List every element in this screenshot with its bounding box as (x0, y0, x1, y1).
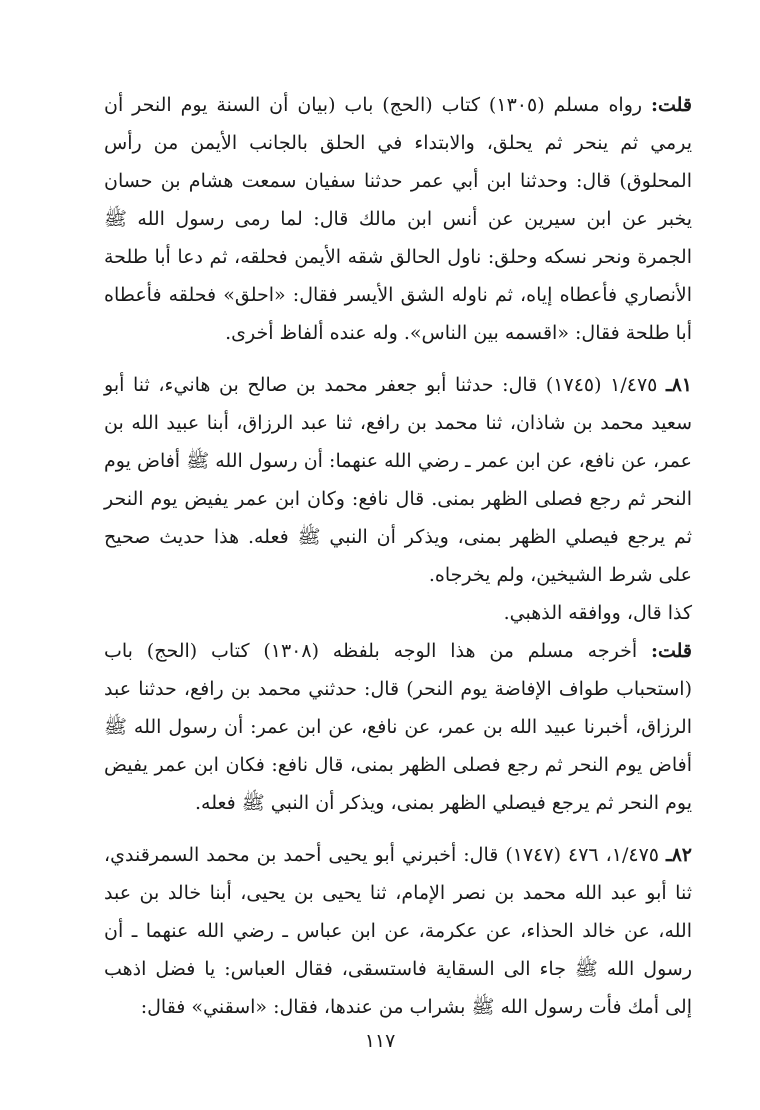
page-number: ١١٧ (364, 1030, 396, 1052)
paragraph-commentary-1 (104, 86, 692, 352)
paragraph-label: قلت: (650, 94, 692, 116)
paragraph-text: ١/٤٧٥، ٤٧٦ (١٧٤٧) قال: أخبرني أبو يحيى أحمد بن محمد السمرقندي، ثنا أبو عبد الله محمد بن نصر الإمام، ثنا يحيى بن يحيى، أبنا خالد بن عبد الله، عن خالد الحذاء، عن عكرمة، عن ابن عباس ـ رضي الله عنهما ـ أن رسول الله ﷺ جاء الى السقاية فاستسقى، فقال العباس: يا فضل اذهب إلى أمك فأت رسول الله ﷺ بشراب من عندها، فقال: «اسقني» فقال: (104, 844, 692, 1018)
paragraph-commentary-2 (104, 632, 692, 822)
paragraph-text: رواه مسلم (١٣٠٥) كتاب (الحج) باب (بيان أن السنة يوم النحر أن يرمي ثم ينحر ثم يحلق، والابتداء في الحلق بالجانب الأيمن من رأس المحلوق) قال: وحدثنا ابن أبي عمر حدثنا سفيان سمعت هشام بن حسان يخبر عن ابن سيرين عن أنس ابن مالك قال: لما رمى رسول الله ﷺ الجمرة ونحر نسكه وحلق: ناول الحالق شقه الأيمن فحلقه، ثم دعا أبا طلحة الأنصاري فأعطاه إياه، ثم ناوله الشق الأيسر فقال: «احلق» فحلقه فأعطاه أبا طلحة فقال: «اقسمه بين الناس». وله عنده ألفاظ أخرى. (104, 94, 692, 344)
paragraph-text: ١/٤٧٥ (١٧٤٥) قال: حدثنا أبو جعفر محمد بن صالح بن هانيء، ثنا أبو سعيد محمد بن شاذان، ثنا محمد بن رافع، ثنا عبد الرزاق، أبنا عبيد الله بن عمر، عن نافع، عن ابن عمر ـ رضي الله عنهما: أن رسول الله ﷺ أفاض يوم النحر ثم رجع فصلى الظهر بمنى. قال نافع: وكان ابن عمر يفيض يوم النحر ثم يرجع فيصلي الظهر بمنى، ويذكر أن النبي ﷺ فعله. هذا حديث صحيح على شرط الشيخين، ولم يخرجاه. (104, 374, 692, 586)
hadith-number: ٨٢ـ (666, 844, 693, 866)
paragraph-label: قلت: (650, 640, 692, 662)
paragraph-note (104, 594, 692, 632)
paragraph-hadith-82 (104, 836, 692, 1026)
paragraph-text: أخرجه مسلم من هذا الوجه بلفظه (١٣٠٨) كتاب (الحج) باب (استحباب طواف الإفاضة يوم النحر) قال: حدثني محمد بن رافع، حدثنا عبد الرزاق، أخبرنا عبيد الله بن عمر، عن نافع، عن ابن عمر: أن رسول الله ﷺ أفاض يوم النحر ثم رجع فصلى الظهر بمنى، قال نافع: فكان ابن عمر يفيض يوم النحر ثم يرجع فيصلي الظهر بمنى، ويذكر أن النبي ﷺ فعله. (104, 640, 693, 814)
paragraph-text: كذا قال، ووافقه الذهبي. (503, 602, 692, 624)
page-body (104, 86, 692, 1026)
hadith-number: ٨١ـ (666, 374, 692, 396)
paragraph-hadith-81 (104, 366, 692, 594)
